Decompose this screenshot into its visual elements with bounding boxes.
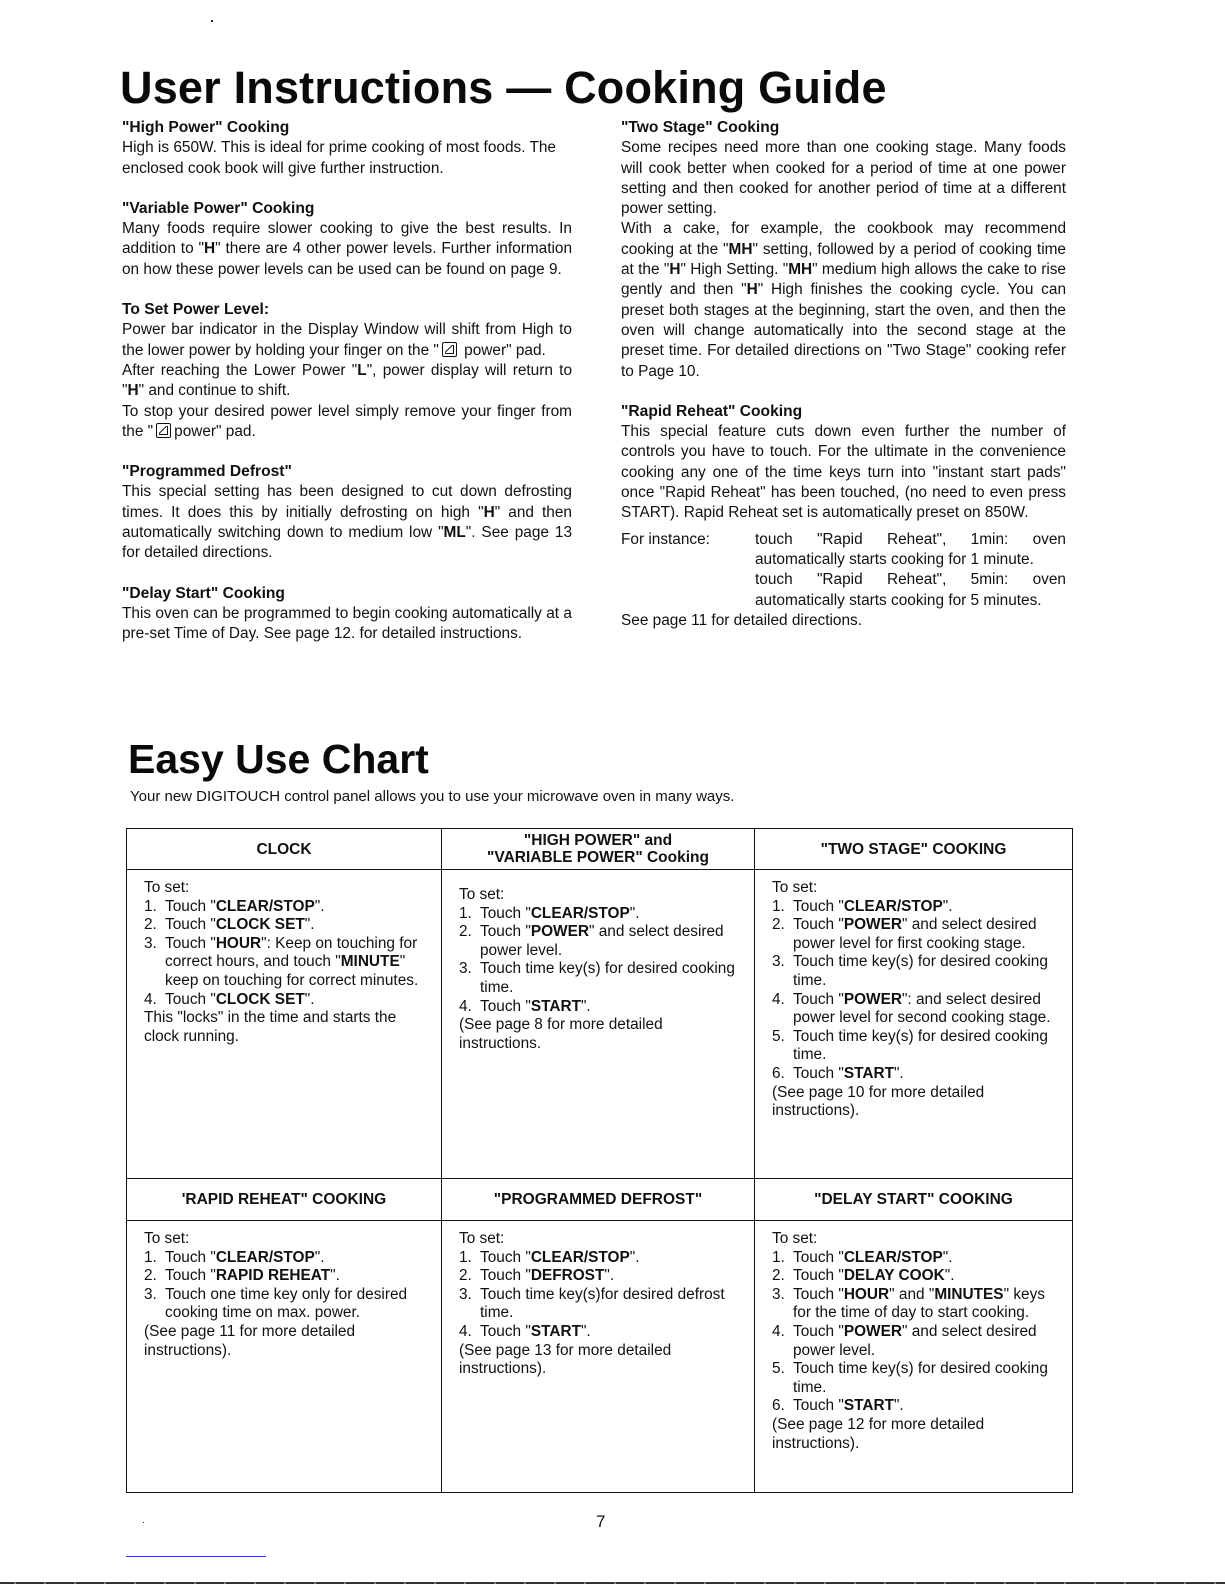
section-text: Many foods require slower cooking to give the best results. In addition to "H" there are 4 other power levels. Further information on how these power levels can be used can be found on page 9. <box>122 220 573 278</box>
step: 4. Touch "POWER": and select desired power level for second cooking stage. <box>772 990 1051 1027</box>
section-heading: "Variable Power" Cooking <box>122 199 315 217</box>
step: 3. Touch one time key only for desired cooking time on max. power. <box>144 1285 408 1322</box>
step: 1. Touch "CLEAR/STOP". <box>459 1248 640 1266</box>
left-column <box>122 118 572 665</box>
instance-item: touch "Rapid Reheat", 5min: oven automatically starts cooking for 5 minutes. <box>755 571 1066 609</box>
section-two-stage <box>621 118 1066 382</box>
instance-label: For instance: <box>621 530 710 548</box>
section-heading: "Delay Start" Cooking <box>122 584 285 602</box>
section-text: This special feature cuts down even further the number of controls you have to touch. For the ultimate in the convenience cooking any one of the time keys turn into "instant start pads" once "Rapid Reheat" has been touched, (no need to even press START). Rapid Reheat set is automatically preset on 850W. <box>621 423 1066 522</box>
to-set-label: To set: <box>459 1230 505 1247</box>
step: 3. Touch "HOUR" and "MINUTES" keys for the time of day to start cooking. <box>772 1285 1045 1322</box>
step: 3. Touch "HOUR": Keep on touching for correct hours, and touch "MINUTE" keep on touching for correct minutes. <box>144 934 419 989</box>
section-text: After reaching the Lower Power "L", power display will return to "H" and continue to shift. <box>122 361 572 400</box>
power-pad-icon <box>442 342 457 357</box>
cell-note: (See page 10 for more detailed instructions). <box>772 1083 985 1120</box>
cell-header-rapid-reheat: 'RAPID REHEAT" COOKING <box>127 1179 442 1221</box>
cell-body-two-stage <box>755 870 1073 1179</box>
step: 1. Touch "CLEAR/STOP". <box>772 1248 953 1266</box>
step: 6. Touch "START". <box>772 1064 904 1082</box>
instance-list <box>621 530 1066 611</box>
step: 2. Touch "DELAY COOK". <box>772 1267 955 1285</box>
step: 1. Touch "CLEAR/STOP". <box>459 904 640 922</box>
section-text: Some recipes need more than one cooking stage. Many foods will cook better when cooked for a period of time at one power setting and then cooked for another period of time at a different power setting. <box>621 139 1066 218</box>
cell-header-programmed-defrost: "PROGRAMMED DEFROST" <box>442 1179 755 1221</box>
section-rapid-reheat <box>621 402 1066 631</box>
cell-body-programmed-defrost <box>442 1221 755 1493</box>
section-text: Power bar indicator in the Display Window will shift from High to the lower power by holding your finger on the " power" pad. <box>122 321 572 359</box>
page-number: 7 <box>596 1512 606 1531</box>
section-heading: "Two Stage" Cooking <box>621 119 780 136</box>
cell-header-two-stage: "TWO STAGE" COOKING <box>755 829 1073 870</box>
chart-title: Easy Use Chart <box>128 736 429 782</box>
section-text: High is 650W. This is ideal for prime cooking of most foods. The enclosed cook book will give further instruction. <box>122 139 556 177</box>
section-text: To stop your desired power level simply remove your finger from the " power" pad. <box>122 402 572 440</box>
step: 5. Touch time key(s) for desired cooking time. <box>772 1360 1048 1396</box>
right-column <box>621 118 1066 651</box>
to-set-label: To set: <box>772 1230 818 1247</box>
page-title: User Instructions — Cooking Guide <box>120 62 887 113</box>
cell-body-high-variable-power <box>442 870 755 1179</box>
section-high-power <box>122 118 572 179</box>
cell-note: (See page 8 for more detailed instructions. <box>459 1016 663 1052</box>
section-variable-power <box>122 199 572 280</box>
section-heading: "Programmed Defrost" <box>122 463 292 481</box>
step: 1. Touch "CLEAR/STOP". <box>144 1248 325 1266</box>
instance-item: touch "Rapid Reheat", 1min: oven automatically starts cooking for 1 minute. <box>755 530 1066 568</box>
step: 4. Touch "CLOCK SET". <box>144 990 315 1008</box>
step: 2. Touch "POWER" and select desired power level for first cooking stage. <box>772 916 1037 952</box>
cell-note: (See page 11 for more detailed instructions). <box>144 1322 356 1359</box>
section-heading: "Rapid Reheat" Cooking <box>621 402 803 420</box>
step: 3. Touch time key(s) for desired cooking time. <box>772 953 1048 989</box>
section-programmed-defrost <box>122 462 572 563</box>
step: 4. Touch "START". <box>459 1322 591 1340</box>
cell-note: This "locks" in the time and starts the clock running. <box>144 1009 397 1045</box>
to-set-label: To set: <box>144 1230 190 1247</box>
scan-speck <box>211 20 213 22</box>
see-page-note: See page 11 for detailed directions. <box>621 611 862 629</box>
link-underline[interactable] <box>126 1556 266 1557</box>
step: 2. Touch "RAPID REHEAT". <box>144 1267 340 1285</box>
cell-body-clock <box>127 870 442 1179</box>
step: 2. Touch "CLOCK SET". <box>144 916 315 934</box>
to-set-label: To set: <box>144 879 190 896</box>
step: 6. Touch "START". <box>772 1397 904 1415</box>
cell-body-rapid-reheat <box>127 1221 442 1493</box>
easy-use-table <box>126 828 1073 1493</box>
power-pad-icon <box>156 423 171 438</box>
section-text: This oven can be programmed to begin cooking automatically at a pre-set Time of Day. See page 12. for detailed instructions. <box>122 604 572 643</box>
section-heading: To Set Power Level: <box>122 301 270 319</box>
step: 2. Touch "POWER" and select desired power level. <box>459 923 724 959</box>
step: 1. Touch "CLEAR/STOP". <box>144 897 325 915</box>
step: 4. Touch "POWER" and select desired power level. <box>772 1322 1037 1359</box>
section-delay-start <box>122 584 572 645</box>
section-text: With a cake, for example, the cookbook may recommend cooking at the "MH" setting, followed by a period of cooking time at the "H" High Setting. "MH" medium high allows the cake to rise gently and then "H" High finishes the cooking cycle. You can preset both stages at the beginning, start the oven, and then the oven will change automatically into the second stage at the preset time. For detailed directions on "Two Stage" cooking refer to Page 10. <box>621 220 1066 380</box>
cell-note: (See page 13 for more detailed instructions). <box>459 1341 672 1378</box>
cell-body-delay-start <box>755 1221 1073 1493</box>
step: 3. Touch time key(s)for desired defrost time. <box>459 1285 725 1322</box>
step: 1. Touch "CLEAR/STOP". <box>772 897 953 915</box>
page-edge-rule <box>0 1582 1225 1584</box>
cell-note: (See page 12 for more detailed instructions). <box>772 1415 985 1452</box>
cell-header-high-variable-power: "HIGH POWER" and "VARIABLE POWER" Cooking <box>442 829 755 870</box>
step: 3. Touch time key(s) for desired cooking time. <box>459 960 735 996</box>
chart-intro: Your new DIGITOUCH control panel allows you to use your microwave oven in many ways. <box>130 788 735 805</box>
to-set-label: To set: <box>459 886 505 903</box>
section-text: This special setting has been designed to cut down defrosting times. It does this by initially defrosting on high "H" and then automatically switching down to medium low "ML". See page 13 for detailed directions. <box>122 483 573 562</box>
cell-header-delay-start: "DELAY START" COOKING <box>755 1179 1073 1221</box>
step: 5. Touch time key(s) for desired cooking time. <box>772 1027 1048 1064</box>
scan-speck <box>143 1522 144 1523</box>
step: 2. Touch "DEFROST". <box>459 1267 615 1285</box>
section-heading: "High Power" Cooking <box>122 119 290 136</box>
step: 4. Touch "START". <box>459 997 591 1015</box>
cell-header-clock: CLOCK <box>127 829 442 870</box>
section-set-power-level <box>122 300 572 442</box>
to-set-label: To set: <box>772 879 818 896</box>
